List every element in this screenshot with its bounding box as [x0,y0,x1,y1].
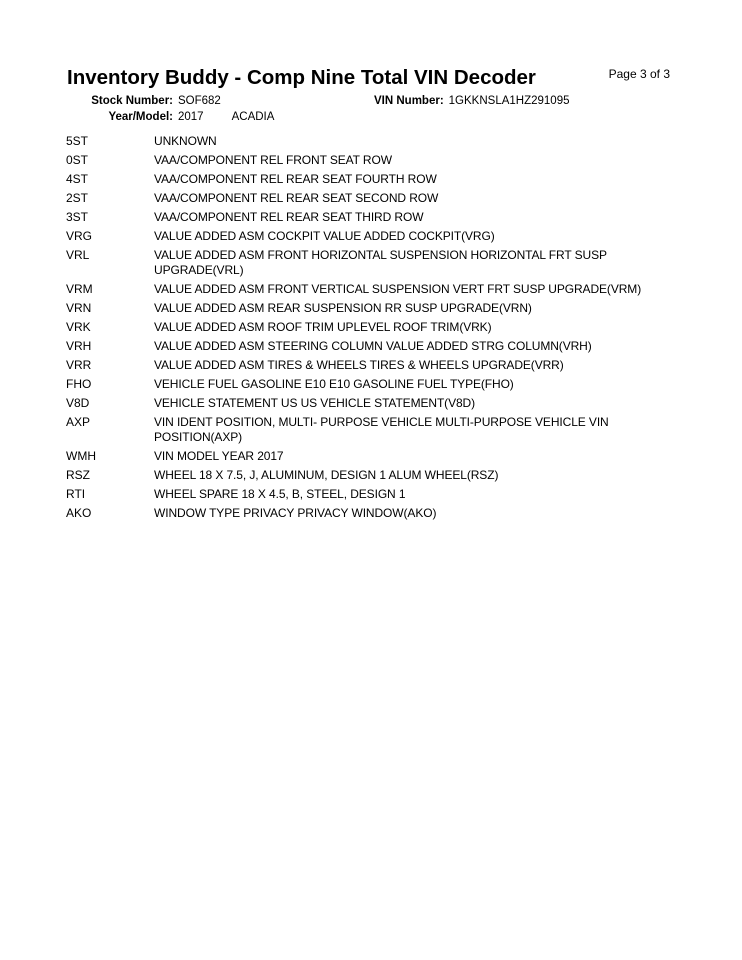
year-value: 2017 [178,111,204,123]
option-code-row [66,339,676,354]
option-code-row [66,358,676,373]
option-description: VALUE ADDED ASM COCKPIT VALUE ADDED COCKPIT(VRG) [154,229,495,243]
option-description: VIN MODEL YEAR 2017 [154,449,284,463]
option-code-row [66,377,676,392]
option-code-row [66,134,676,149]
option-code-row [66,468,676,483]
option-code-row [66,396,676,411]
option-description: VALUE ADDED ASM REAR SUSPENSION RR SUSP UPGRADE(VRN) [154,301,532,315]
option-code: 2ST [66,191,89,205]
option-code: AKO [66,506,92,520]
option-code-row [66,487,676,502]
model-value: ACADIA [231,111,275,123]
stock-number-label: Stock Number: [91,95,173,107]
vin-number-label: VIN Number: [374,95,444,107]
option-code-row [66,191,676,206]
option-description: WHEEL SPARE 18 X 4.5, B, STEEL, DESIGN 1 [154,487,406,501]
year-model-label: Year/Model: [108,111,173,123]
option-code: VRH [66,339,92,353]
option-code-row [66,229,676,244]
option-description: UNKNOWN [154,134,217,148]
page-title: Inventory Buddy - Comp Nine Total VIN Decoder [67,66,536,89]
option-code: AXP [66,415,91,429]
option-code-row [66,282,676,297]
option-code-row [66,449,676,464]
option-code-row [66,210,676,225]
option-code: 0ST [66,153,89,167]
option-code: RTI [66,487,86,501]
option-code: WMH [66,449,96,463]
option-description: VALUE ADDED ASM TIRES & WHEELS TIRES & WHEELS UPGRADE(VRR) [154,358,564,372]
option-description: VAA/COMPONENT REL REAR SEAT FOURTH ROW [154,172,437,186]
option-code-list [66,134,676,525]
option-code-row [66,506,676,521]
option-code: V8D [66,396,90,410]
option-description: VALUE ADDED ASM ROOF TRIM UPLEVEL ROOF TRIM(VRK) [154,320,492,334]
vin-number-value: 1GKKNSLA1HZ291095 [448,95,570,107]
option-code-row [66,415,676,445]
option-description: VALUE ADDED ASM STEERING COLUMN VALUE ADDED STRG COLUMN(VRH) [154,339,592,353]
stock-number-row [0,95,221,107]
option-description: WINDOW TYPE PRIVACY PRIVACY WINDOW(AKO) [154,506,437,520]
option-description: VEHICLE STATEMENT US US VEHICLE STATEMENT(V8D) [154,396,476,410]
option-code: 4ST [66,172,89,186]
option-code: FHO [66,377,92,391]
option-code: 3ST [66,210,89,224]
option-description: VIN IDENT POSITION, MULTI- PURPOSE VEHICLE MULTI-PURPOSE VEHICLE VIN POSITION(AXP) [154,415,609,444]
option-code: VRR [66,358,92,372]
option-code: VRG [66,229,93,243]
option-code: VRM [66,282,93,296]
page-number: Page 3 of 3 [608,67,670,81]
option-code: 5ST [66,134,89,148]
stock-number-value: SOF682 [178,95,221,107]
option-code-row [66,248,676,278]
year-model-row [0,111,274,123]
option-code-row [66,172,676,187]
option-code-row [66,320,676,335]
option-code: RSZ [66,468,90,482]
option-code: VRK [66,320,91,334]
option-code: VRL [66,248,90,262]
option-code-row [66,153,676,168]
option-description: VALUE ADDED ASM FRONT HORIZONTAL SUSPENSION HORIZONTAL FRT SUSP UPGRADE(VRL) [154,248,607,277]
option-description: VAA/COMPONENT REL REAR SEAT SECOND ROW [154,191,439,205]
vin-number-row [374,95,569,107]
option-description: VAA/COMPONENT REL FRONT SEAT ROW [154,153,392,167]
option-description: VALUE ADDED ASM FRONT VERTICAL SUSPENSION VERT FRT SUSP UPGRADE(VRM) [154,282,642,296]
option-code-row [66,301,676,316]
option-description: VEHICLE FUEL GASOLINE E10 E10 GASOLINE FUEL TYPE(FHO) [154,377,514,391]
option-description: VAA/COMPONENT REL REAR SEAT THIRD ROW [154,210,424,224]
option-code: VRN [66,301,92,315]
option-description: WHEEL 18 X 7.5, J, ALUMINUM, DESIGN 1 ALUM WHEEL(RSZ) [154,468,499,482]
